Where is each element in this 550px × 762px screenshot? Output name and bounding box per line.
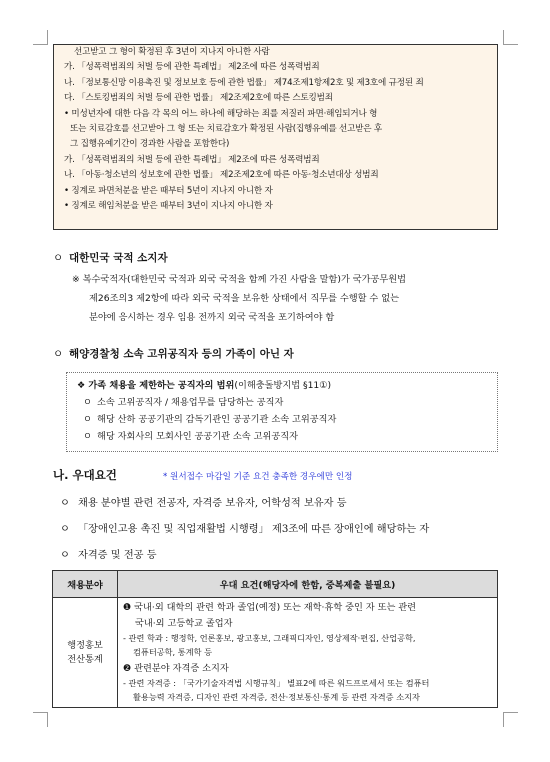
- circle-bullet-icon: ㅇ: [60, 524, 70, 535]
- box-line: 나. 「정보통신망 이용촉진 및 정보보호 등에 관한 법률」 제74조제1항제2호 및 제3호에 규정된 죄: [64, 77, 424, 88]
- circle-bullet-icon: ㅇ: [83, 431, 92, 442]
- circle-bullet-icon: ㅇ: [53, 252, 64, 264]
- box-line: • 징계로 파면처분을 받은 때부터 5년이 지나지 아니한 자: [64, 185, 273, 196]
- table-cell-requirement: ❶ 국내·외 대학의 관련 학과 졸업(예정) 또는 재학·휴학 중인 자 또는 관련 국내·외 고등학교 졸업자 - 관련 학과 : 행정학, 언론홍보, 광고홍보, 그래픽디자인, 영상제작·편집, 산업공학, 컴퓨터공학, 통계학 등 ❷ 관련분야 자격증 소지자 - 관련 자격증 : 「국가기술자격법 시행규칙」 별표2에 따른 워드프로세서 또는 컴퓨터 활용능력 자격증, 디자인 관련 자격증, 전산·정보통신·통계 등 관련 자격증 소지자: [118, 598, 498, 708]
- table-header-area: 채용분야: [53, 571, 118, 598]
- preference-heading: 나. 우대요건: [53, 468, 117, 482]
- table-header-requirement: 우대 요건(해당자에 한함, 중복제출 불필요): [118, 571, 498, 598]
- preference-item: ㅇ 자격증 및 전공 등: [60, 546, 157, 561]
- note-line: 제26조의3 제2항에 따라 외국 국적을 보유한 상태에서 직무를 수행할 수 없는: [89, 293, 399, 304]
- list-item: ㅇ 해당 자회사의 모회사인 공공기관 소속 고위공직자: [77, 428, 487, 445]
- preference-item: ㅇ 채용 분야별 관련 전공자, 자격증 보유자, 어학성적 보유자 등: [60, 494, 347, 509]
- box-line: 또는 치료감호를 선고받아 그 형 또는 치료감호가 확정된 사람(집행유예를 선고받은 후: [70, 124, 383, 135]
- box-line: 나. 「아동·청소년의 성보호에 관한 법률」 제2조제2호에 따른 아동·청소년대상 성범죄: [64, 170, 379, 181]
- section-family-title: ㅇ 해양경찰청 소속 고위공직자 등의 가족이 아닌 자: [53, 348, 294, 360]
- note-line: ※ 복수국적자(대한민국 국적과 외국 국적을 함께 가진 사람을 말함)가 국가공무원법: [72, 274, 407, 285]
- crop-mark-top-left: [33, 30, 48, 45]
- box-line: • 미성년자에 대한 다음 각 목의 어느 하나에 해당하는 죄를 저질러 파면·해임되거나 형: [64, 108, 378, 119]
- family-limit-box: [66, 372, 498, 452]
- list-item: ㅇ 소속 고위공직자 / 채용업무를 담당하는 공직자: [77, 394, 487, 411]
- circle-bullet-icon: ㅇ: [83, 414, 92, 425]
- table-header-row: [53, 571, 498, 598]
- box-line: 가. 「성폭력범죄의 처벌 등에 관한 특례법」 제2조에 따른 성폭력범죄: [64, 62, 320, 73]
- table-cell-area: 행정홍보 전산통계: [53, 598, 118, 708]
- circle-bullet-icon: ㅇ: [60, 550, 70, 561]
- box-line: 가. 「성폭력범죄의 처벌 등에 관한 특례법」 제2조에 따른 성폭력범죄: [64, 154, 320, 165]
- section-nationality-title: ㅇ 대한민국 국적 소지자: [53, 252, 168, 264]
- nationality-note: [72, 270, 502, 327]
- box-line: 다. 「스토킹범죄의 처벌 등에 관한 법률」 제2조제2호에 따른 스토킹범죄: [64, 93, 333, 104]
- table-row: [53, 598, 498, 708]
- list-item: ㅇ 해당 산하 공공기관의 감독기관인 공공기관 소속 고위공직자: [77, 411, 487, 428]
- crop-mark-bottom-right: [503, 712, 518, 727]
- preference-table: [52, 570, 498, 708]
- box-line: 그 집행유예기간이 경과한 사람을 포함한다): [70, 139, 230, 150]
- note-line: 분야에 응시하는 경우 임용 전까지 외국 국적을 포기하여야 함: [89, 312, 335, 323]
- limit-box-title: ❖ 가족 채용을 제한하는 공직자의 범위(이해충돌방지법 §11①): [77, 380, 332, 391]
- crop-mark-bottom-left: [33, 712, 48, 727]
- circle-bullet-icon: ㅇ: [60, 498, 70, 509]
- box-line: • 징계로 해임처분을 받은 때부터 3년이 지나지 아니한 자: [64, 201, 273, 212]
- crop-mark-top-right: [503, 30, 518, 45]
- preference-note: * 원서접수 마감일 기준 요건 충족한 경우에만 인정: [163, 472, 353, 482]
- circle-bullet-icon: ㅇ: [83, 397, 92, 408]
- preference-item: ㅇ 「장애인고용 촉진 및 직업재활법 시행령」 제3조에 따른 장애인에 해당하는 자: [60, 520, 429, 535]
- disqualification-box: [53, 44, 498, 230]
- circle-bullet-icon: ㅇ: [53, 348, 64, 360]
- box-line: 선고받고 그 형이 확정된 후 3년이 지나지 아니한 사람: [74, 47, 270, 57]
